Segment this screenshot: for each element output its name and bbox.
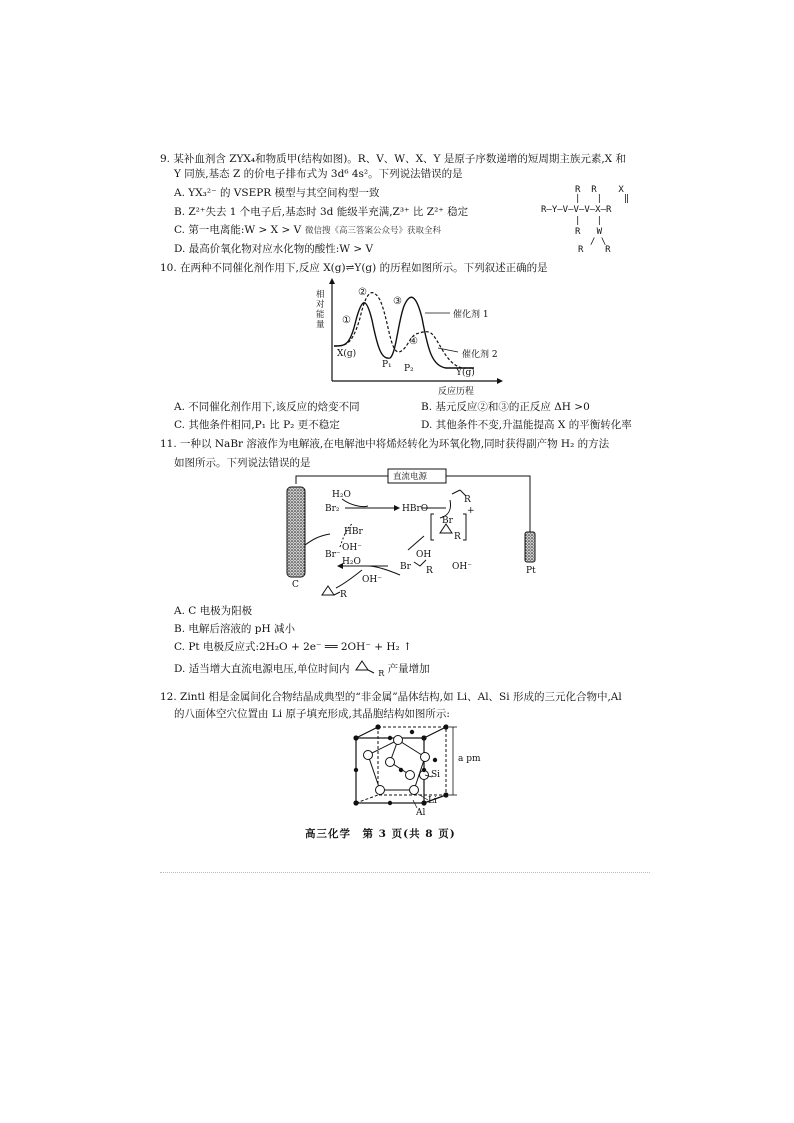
q10-option-d: D. 其他条件不变,升温能提高 X 的平衡转化率 [421,419,632,431]
atom-filled [421,735,426,740]
product-label: Y(g) [456,368,475,378]
oh-label-1: OH⁻ [342,543,362,553]
atom-filled [410,730,414,734]
atom-filled [388,801,392,805]
bromohydrin-br-label: Br [400,562,411,572]
bromohydrin-oh-label: OH [416,550,432,560]
h2o-label-1: H₂O [332,490,351,500]
atom-filled [443,724,448,729]
reactant-label: X(g) [337,349,357,359]
br2-label: Br₂ [325,504,340,514]
atom-filled [433,758,437,762]
atom-open [394,736,403,745]
step2-marker: ② [358,287,367,298]
cell-edge-tl [356,727,378,738]
atom-filled [399,768,403,772]
q11-option-a: A. C 电极为阳极 [174,605,253,617]
step4-marker: ④ [409,336,418,347]
step3-marker: ③ [393,296,402,307]
step1-marker: ① [342,315,351,326]
bromohydrin-r-label: R [426,566,433,576]
li-label: Li [428,796,437,806]
structure-row3: R—Y—V—V—V—X—R [541,205,612,215]
carbon-electrode-label: C [292,580,299,590]
y-axis-label: 相对能量 [316,290,325,330]
q11-option-b: B. 电解后溶液的 pH 减小 [174,623,295,635]
q11-option-d-suffix: 产量增加 [387,663,430,675]
atom-filled [421,800,426,805]
al-leader [413,800,417,808]
atom-filled [443,792,448,797]
q11-stem-line1: 11. 一种以 NaBr 溶液作为电解液,在电解池中将烯烃转化为环氧化物,同时获得副产物 H₂ 的方法 [160,438,610,450]
q11-option-d-prefix: D. 适当增大直流电源电压,单位时间内 [174,663,350,675]
cell-edge-tr [424,727,446,738]
epoxide-r-label: R [340,590,347,600]
atom-open [386,758,395,767]
structure-row1: R R X [575,185,624,195]
bromonium-charge: + [467,506,475,516]
atom-filled [353,800,358,805]
atom-open [364,751,373,760]
q12-stem-line1: 12. Zintl 相是金属间化合物结晶成典型的“非金属”晶体结构,如 Li、Al、Si 形成的三元化合物中,Al [160,691,622,703]
q9-option-b: B. Z²⁺失去 1 个电子后,基态时 3d 能级半充满,Z³⁺ 比 Z²⁺ 稳定 [174,206,469,218]
atom-filled [388,736,392,740]
si-label: Si [431,770,441,780]
p1-label: P₁ [382,360,392,370]
atom-open [406,771,415,780]
atom-open [421,753,430,762]
q9-watermark-note: 微信搜《高三答案公众号》获取全科 [305,226,442,236]
bottom-divider [160,872,650,873]
cell-edge-bl [356,795,378,803]
x-axis-label: 反应历程 [438,387,475,397]
q9-option-d: D. 最高价氧化物对应水化物的酸性:W > V [174,243,374,255]
atom-open [376,786,385,795]
al-label: Al [416,808,426,818]
hbr-label: HBr [344,527,363,537]
oh-label-2: OH⁻ [362,575,382,585]
q9-stem-line2: Y 同族,基态 Z 的价电子排布式为 3d⁶ 4s²。下列说法错误的是 [174,168,463,180]
q9-option-c: C. 第一电离能:W > X > V [174,224,302,236]
atom-open [410,786,419,795]
oh-label-3: OH⁻ [452,562,472,572]
atom-filled [353,735,358,740]
q10-option-b: B. 基元反应②和③的正反应 ΔH >0 [421,401,590,413]
alkene-r-label: R [464,495,471,505]
p2-label: P₂ [404,364,414,374]
q9-option-a: A. YX₃²⁻ 的 VSEPR 模型与其空间构型一致 [174,187,380,199]
atom-filled [422,768,426,772]
power-supply-label: 直流电源 [393,472,428,482]
catalyst2-label: 催化剂 2 [462,350,498,360]
structure-row7: R R [578,245,611,255]
atom-filled [354,768,358,772]
q11-option-d-r: R [378,669,385,678]
structure-row2: | | ‖ [575,194,630,204]
h2o-label-2: H₂O [342,557,361,567]
q9-stem-line1: 9. 某补血剂含 ZYX₄和物质甲(结构如图)。R、V、W、X、Y 是原子序数递增的短周期主族元素,X 和 [160,153,626,165]
structure-row5: R W [575,227,603,237]
page-footer: 高三化学 第 3 页(共 8 页) [305,828,456,840]
q11-stem-line2: 如图所示。下列说法错误的是 [174,457,311,469]
atom-filled [375,724,380,729]
q12-stem-line2: 的八面体空穴位置由 Li 原子填充形成,其晶胞结构如图所示: [174,708,450,720]
bromonium-r-label: R [454,532,461,542]
q10-option-c: C. 其他条件相同,P₁ 比 P₂ 更不稳定 [174,419,340,431]
lattice-parameter-label: a pm [458,754,481,764]
pt-electrode-label: Pt [526,566,536,576]
hbro-label: HBrO [402,504,429,514]
br-minus-label: Br⁻ [325,550,341,560]
structure-row6: / \ [590,237,607,247]
q10-stem: 10. 在两种不同催化剂作用下,反应 X(g)⇌Y(g) 的历程如图所示。下列叙述正确的是 [160,262,548,274]
q10-option-a: A. 不同催化剂作用下,该反应的焓变不同 [174,401,360,413]
q11-option-c: C. Pt 电极反应式:2H₂O + 2e⁻ ══ 2OH⁻ + H₂ ↑ [174,641,412,653]
catalyst1-label: 催化剂 1 [453,310,489,320]
structure-row4: | | [575,216,603,226]
bromonium-br-label: Br [442,516,453,526]
